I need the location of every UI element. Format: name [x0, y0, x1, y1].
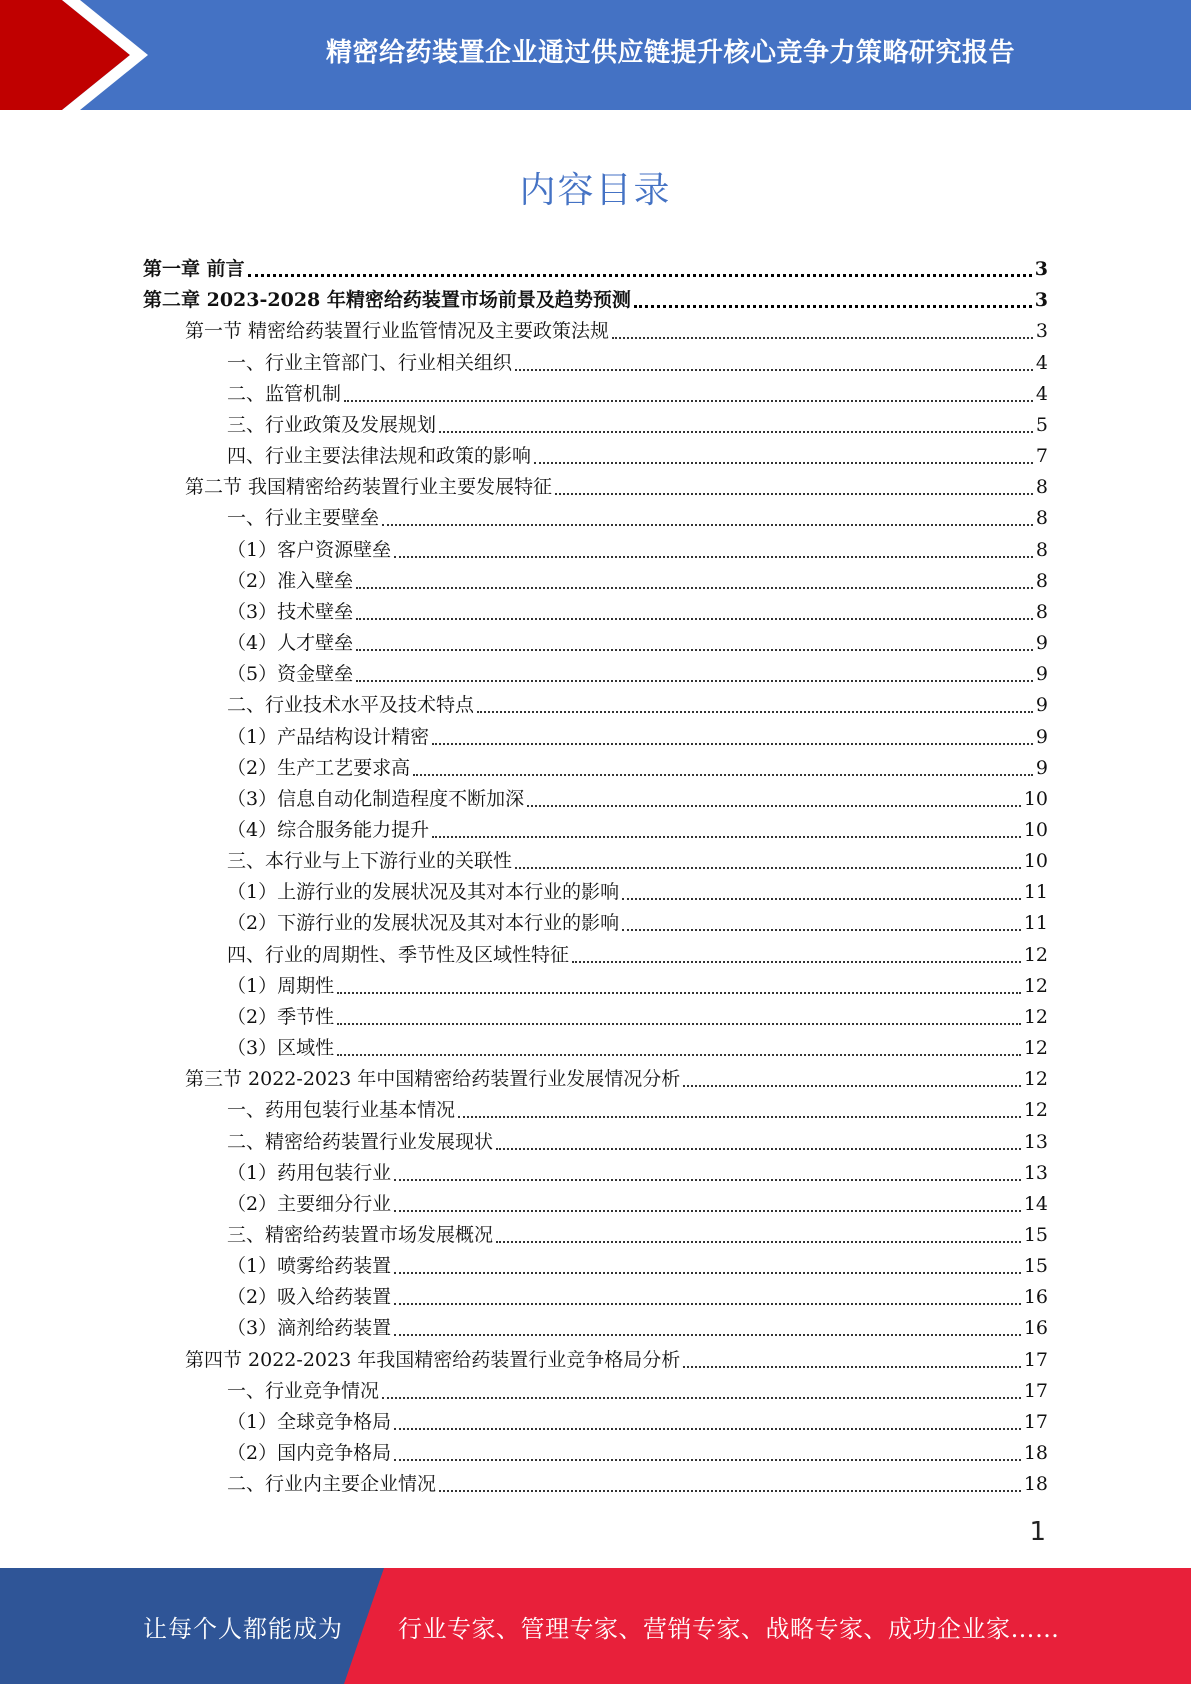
toc-entry-page: 16	[1023, 1317, 1048, 1340]
toc-entry[interactable]	[143, 815, 1048, 846]
toc-entry[interactable]	[143, 1158, 1048, 1189]
toc-entry[interactable]	[143, 1002, 1048, 1033]
toc-entry[interactable]	[143, 628, 1048, 659]
toc-entry-page: 12	[1023, 1037, 1048, 1060]
toc-entry[interactable]	[143, 690, 1048, 721]
toc-dot-leader	[496, 1148, 1021, 1150]
toc-entry[interactable]	[143, 566, 1048, 597]
toc-entry[interactable]	[143, 877, 1048, 908]
toc-entry-page: 4	[1035, 351, 1048, 374]
toc-entry-text: （4）综合服务能力提升	[227, 818, 430, 841]
toc-entry-page: 12	[1023, 1099, 1048, 1122]
toc-entry-page: 4	[1035, 382, 1048, 405]
toc-dot-leader	[394, 1179, 1021, 1181]
toc-entry-text: （2）准入壁垒	[227, 569, 354, 592]
toc-dot-leader	[439, 1490, 1021, 1492]
toc-entry-page: 8	[1035, 538, 1048, 561]
toc-dot-leader	[394, 1459, 1021, 1461]
toc-entry-page: 14	[1023, 1192, 1048, 1215]
toc-dot-leader	[248, 274, 1032, 277]
toc-entry-text: 一、行业竞争情况	[227, 1379, 380, 1402]
toc-entry-text: 三、精密给药装置市场发展概况	[227, 1224, 494, 1246]
toc-entry[interactable]	[143, 1376, 1048, 1407]
toc-dot-leader	[634, 305, 1032, 308]
toc-entry-text: 第一章 前言	[143, 258, 245, 281]
toc-entry-text: 四、行业主要法律法规和政策的影响	[227, 445, 532, 468]
toc-dot-leader	[458, 1116, 1021, 1118]
toc-entry[interactable]	[143, 1251, 1048, 1282]
toc-entry[interactable]	[143, 1064, 1048, 1095]
toc-dot-leader	[394, 1334, 1021, 1336]
toc-dot-leader	[394, 556, 1033, 558]
toc-entry-page: 9	[1035, 694, 1048, 717]
toc-entry-page: 9	[1035, 756, 1048, 779]
toc-entry-page: 15	[1023, 1224, 1048, 1246]
toc-entry[interactable]	[143, 1189, 1048, 1220]
toc-entry-text: （3）区域性	[227, 1037, 335, 1060]
toc-dot-leader	[622, 929, 1021, 931]
toc-entry-page: 17	[1023, 1348, 1048, 1371]
toc-entry-text: 二、行业技术水平及技术特点	[227, 694, 475, 717]
toc-entry[interactable]	[143, 1469, 1048, 1500]
toc-entry-text: 第一节 精密给药装置行业监管情况及主要政策法规	[185, 320, 610, 343]
toc-entry-text: （1）上游行业的发展状况及其对本行业的影响	[227, 881, 620, 904]
table-of-contents	[143, 254, 1048, 1500]
toc-entry[interactable]	[143, 939, 1048, 970]
footer-banner	[0, 1568, 1191, 1684]
toc-dot-leader	[344, 400, 1033, 402]
toc-entry-text: （4）人才壁垒	[227, 632, 354, 655]
toc-dot-leader	[394, 1210, 1021, 1212]
toc-entry-page: 11	[1023, 881, 1048, 904]
toc-entry[interactable]	[143, 534, 1048, 565]
toc-entry[interactable]	[143, 1407, 1048, 1438]
toc-entry-text: （1）全球竞争格局	[227, 1410, 392, 1433]
toc-entry-text: 二、监管机制	[227, 382, 342, 405]
toc-entry-text: 第二节 我国精密给药装置行业主要发展特征	[185, 476, 553, 499]
toc-entry[interactable]	[143, 1344, 1048, 1375]
toc-entry-page: 9	[1035, 725, 1048, 748]
toc-dot-leader	[337, 1023, 1021, 1025]
toc-entry-text: 三、本行业与上下游行业的关联性	[227, 850, 513, 873]
toc-entry-text: （1）药用包装行业	[227, 1161, 392, 1184]
toc-entry-text: （2）下游行业的发展状况及其对本行业的影响	[227, 912, 620, 935]
page-number: 1	[1029, 1517, 1046, 1547]
toc-dot-leader	[612, 337, 1033, 339]
toc-entry[interactable]	[143, 472, 1048, 503]
toc-dot-leader	[382, 1397, 1021, 1399]
report-title: 精密给药装置企业通过供应链提升核心竞争力策略研究报告	[325, 37, 1015, 68]
toc-entry-page: 15	[1023, 1255, 1048, 1278]
toc-entry[interactable]	[143, 971, 1048, 1002]
toc-entry-page: 3	[1035, 320, 1048, 343]
toc-entry[interactable]	[143, 1438, 1048, 1469]
header-banner	[0, 0, 1191, 110]
toc-entry-page: 10	[1023, 818, 1048, 841]
toc-entry-page: 11	[1023, 912, 1048, 935]
toc-dot-leader	[356, 618, 1033, 620]
toc-entry[interactable]	[143, 659, 1048, 690]
toc-entry[interactable]	[143, 1282, 1048, 1313]
toc-entry-page: 9	[1035, 663, 1048, 686]
toc-dot-leader	[356, 649, 1033, 651]
toc-entry-page: 5	[1035, 413, 1048, 436]
toc-entry-page: 17	[1023, 1379, 1048, 1402]
toc-entry[interactable]	[143, 441, 1048, 472]
toc-dot-leader	[515, 867, 1021, 869]
toc-dot-leader	[337, 1054, 1021, 1056]
toc-entry-text: （2）季节性	[227, 1005, 335, 1028]
toc-entry-page: 12	[1023, 943, 1048, 966]
toc-entry-page: 13	[1023, 1161, 1048, 1184]
toc-entry-page: 12	[1023, 974, 1048, 997]
toc-entry-text: 一、药用包装行业基本情况	[227, 1099, 456, 1122]
toc-entry[interactable]	[143, 721, 1048, 752]
toc-entry-text: 第四节 2022-2023 年我国精密给药装置行业竞争格局分析	[185, 1348, 681, 1371]
toc-entry-text: 一、行业主要壁垒	[227, 507, 380, 530]
toc-entry[interactable]	[143, 316, 1048, 347]
toc-entry-page: 3	[1034, 289, 1048, 312]
toc-dot-leader	[496, 1241, 1021, 1243]
toc-entry[interactable]	[143, 1220, 1048, 1251]
toc-dot-leader	[382, 524, 1033, 526]
toc-entry-page: 17	[1023, 1410, 1048, 1433]
toc-entry-page: 16	[1023, 1286, 1048, 1309]
toc-entry-text: 三、行业政策及发展规划	[227, 413, 437, 436]
toc-entry-text: 二、行业内主要企业情况	[227, 1473, 437, 1496]
toc-entry-page: 8	[1035, 569, 1048, 592]
toc-entry[interactable]	[143, 597, 1048, 628]
toc-entry[interactable]	[143, 503, 1048, 534]
toc-entry[interactable]	[143, 254, 1048, 285]
toc-entry-text: （3）信息自动化制造程度不断加深	[227, 787, 525, 810]
toc-dot-leader	[337, 992, 1021, 994]
toc-entry-page: 8	[1035, 507, 1048, 530]
toc-entry-page: 8	[1035, 476, 1048, 499]
toc-dot-leader	[432, 743, 1033, 745]
toc-entry-page: 7	[1035, 445, 1048, 468]
toc-entry-text: 四、行业的周期性、季节性及区域性特征	[227, 943, 570, 966]
toc-entry-page: 13	[1023, 1130, 1048, 1153]
toc-dot-leader	[477, 711, 1033, 713]
toc-entry[interactable]	[143, 908, 1048, 939]
toc-dot-leader	[394, 1303, 1021, 1305]
toc-entry-text: （1）客户资源壁垒	[227, 538, 392, 561]
toc-entry[interactable]	[143, 410, 1048, 441]
toc-entry-page: 12	[1023, 1005, 1048, 1028]
toc-entry[interactable]	[143, 1126, 1048, 1157]
toc-dot-leader	[432, 836, 1021, 838]
toc-dot-leader	[555, 493, 1033, 495]
toc-entry[interactable]	[143, 1313, 1048, 1344]
toc-dot-leader	[683, 1366, 1021, 1368]
toc-entry-page: 3	[1034, 258, 1048, 281]
toc-dot-leader	[572, 961, 1021, 963]
toc-entry-text: （2）吸入给药装置	[227, 1286, 392, 1309]
toc-entry-text: （3）滴剂给药装置	[227, 1317, 392, 1340]
toc-entry[interactable]	[143, 784, 1048, 815]
toc-entry-text: （3）技术壁垒	[227, 600, 354, 623]
toc-dot-leader	[683, 1085, 1021, 1087]
toc-dot-leader	[356, 587, 1033, 589]
toc-entry-text: （2）主要细分行业	[227, 1192, 392, 1215]
toc-entry-text: （1）喷雾给药装置	[227, 1255, 392, 1278]
toc-entry[interactable]	[143, 846, 1048, 877]
toc-entry-text: （2）生产工艺要求高	[227, 756, 411, 779]
toc-title: 内容目录	[519, 170, 672, 211]
toc-entry[interactable]	[143, 285, 1048, 316]
toc-entry-page: 12	[1023, 1068, 1048, 1091]
footer-slogan-right: 行业专家、管理专家、营销专家、战略专家、成功企业家……	[398, 1614, 1060, 1643]
toc-entry-page: 10	[1023, 787, 1048, 810]
toc-entry-text: 一、行业主管部门、行业相关组织	[227, 351, 513, 374]
toc-entry[interactable]	[143, 379, 1048, 410]
toc-entry-page: 8	[1035, 600, 1048, 623]
toc-dot-leader	[622, 898, 1021, 900]
toc-entry-text: （1）周期性	[227, 974, 335, 997]
toc-entry-text: 二、精密给药装置行业发展现状	[227, 1130, 494, 1153]
toc-entry-text: （5）资金壁垒	[227, 663, 354, 686]
toc-dot-leader	[439, 431, 1033, 433]
toc-dot-leader	[413, 774, 1033, 776]
toc-entry-text: （2）国内竞争格局	[227, 1442, 392, 1465]
toc-entry[interactable]	[143, 753, 1048, 784]
toc-dot-leader	[534, 462, 1033, 464]
toc-entry-text: 第三节 2022-2023 年中国精密给药装置行业发展情况分析	[185, 1068, 681, 1091]
toc-dot-leader	[394, 1428, 1021, 1430]
toc-entry[interactable]	[143, 1095, 1048, 1126]
toc-dot-leader	[515, 369, 1033, 371]
toc-dot-leader	[394, 1272, 1021, 1274]
toc-entry[interactable]	[143, 347, 1048, 378]
toc-entry-page: 18	[1023, 1473, 1048, 1496]
toc-dot-leader	[527, 805, 1021, 807]
toc-entry-page: 9	[1035, 632, 1048, 655]
toc-entry-page: 18	[1023, 1442, 1048, 1465]
toc-entry-text: （1）产品结构设计精密	[227, 725, 430, 748]
toc-entry-page: 10	[1023, 850, 1048, 873]
toc-entry[interactable]	[143, 1033, 1048, 1064]
toc-entry-text: 第二章 2023-2028 年精密给药装置市场前景及趋势预测	[143, 289, 631, 312]
footer-slogan-left: 让每个人都能成为	[143, 1614, 343, 1643]
toc-dot-leader	[356, 680, 1033, 682]
